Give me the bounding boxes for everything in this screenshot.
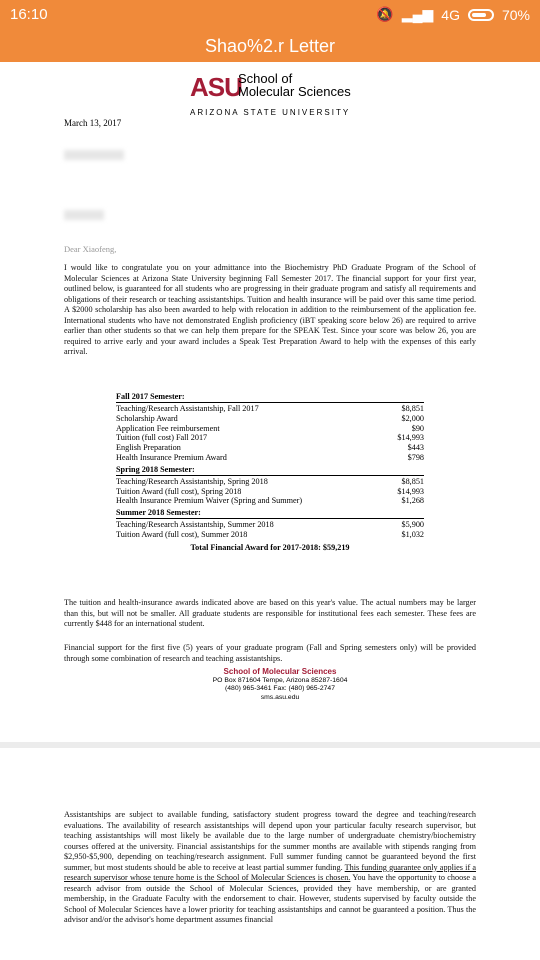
row-amount: $8,851 <box>401 476 424 486</box>
row-amount: $5,900 <box>401 520 424 530</box>
network-type: 4G <box>441 6 460 23</box>
assistantship-paragraph <box>64 810 476 926</box>
row-label: Tuition Award (full cost), Spring 2018 <box>116 486 242 496</box>
letter-page-2[interactable] <box>0 748 540 960</box>
row-label: Teaching/Research Assistantship, Fall 2017 <box>116 404 259 413</box>
section-title: Summer 2018 Semester: <box>116 508 424 519</box>
battery-icon <box>468 9 494 21</box>
row-amount: $14,993 <box>397 486 424 496</box>
table-row <box>116 424 424 434</box>
footer-address: PO Box 871604 Tempe, Arizona 85287-1604 <box>212 676 348 684</box>
section-title: Fall 2017 Semester: <box>116 392 424 403</box>
row-amount: $14,993 <box>397 433 424 443</box>
row-amount: $2,000 <box>401 413 424 423</box>
battery-level: 70% <box>501 6 530 23</box>
redacted-address <box>64 150 124 160</box>
table-row <box>116 477 424 487</box>
table-row <box>116 443 424 453</box>
status-time: 16:10 <box>10 6 48 23</box>
logo-line-1: School of <box>238 71 293 86</box>
university-name: ARIZONA STATE UNIVERSITY <box>190 108 351 117</box>
paragraph-text: Assistantships are subject to available funding, satisfactory student progress toward the degree and teaching/research evaluations. The availability of research assistantships will depend upon your particular faculty research supervisor, but teaching assistantships will most likely be available due to the large number of undergraduate chemistry/biochemistry courses offered at the university. Financial assistantships for the summer months are available with stipends ranging from $2,950-$5,900, depending on teaching/research assignment. Full summer funding cannot be guaranteed beyond the first summer, but most students should be able to receive at least partial summer funding. <box>64 810 476 872</box>
paragraph-text: You have the opportunity to choose a research advisor from outside the School of Molecular Sciences, provided they have membership, or are granted membership, in the Graduate Faculty with the endorsement to chair. However, students supervised by faculty outside the School of Molecular Sciences have a lower priority for teaching assistantships and cannot be guaranteed a position. Thus the advisor and/or the advisor's home department assumes financial <box>64 873 476 924</box>
tuition-paragraph: The tuition and health-insurance awards indicated above are based on this year's value. The actual numbers may be larger than this, but will not be smaller. All graduate students are responsible for institutional fees each semester. These fees are currently $448 for an international student. <box>64 598 476 628</box>
row-amount: $798 <box>407 452 424 462</box>
asu-logo-mark: ASU <box>190 72 242 102</box>
redacted-reference <box>64 210 104 220</box>
row-label: English Preparation <box>116 443 181 453</box>
intro-paragraph: I would like to congratulate you on your admittance into the Biochemistry PhD Graduate Program of the School of Molecular Sciences at Arizona State University beginning Fall Semester 2017. The financial support for your first year, outlined below, is guaranteed for all students who are progressing in their graduate program and satisfy all requirements and obligations of their research or teaching assistantships. Tuition and health insurance will be paid over this same time period. A $2000 scholarship has also been awarded to help with relocation in addition to the reimbursement of the application fee. International students who have not demonstrated English proficiency (iBT speaking score below 26) are required to arrive earlier than other students so that we can help them prepare for the SPEAK Test. Since your score was below 26, you are required to arrive early and your award includes a Speak Test Preparation Award to help with the expenses of this early arrival. <box>64 263 476 356</box>
table-row <box>116 487 424 497</box>
mute-icon: 🔕 <box>376 6 394 22</box>
row-amount: $443 <box>407 443 424 453</box>
footer-school-name: School of Molecular Sciences <box>223 667 337 676</box>
document-title: Shao%2.r Letter <box>204 36 336 56</box>
row-amount: $8,851 <box>401 404 424 413</box>
row-label: Scholarship Award <box>116 413 178 423</box>
underlined-text: This funding guarantee only applies if a research supervisor whose tenure home is the School of Molecular Sciences is chosen. <box>64 862 477 882</box>
total-award: Total Financial Award for 2017-2018: $59,219 <box>190 542 350 552</box>
section-fall <box>116 392 424 463</box>
row-label: Health Insurance Premium Award <box>116 452 227 462</box>
table-row <box>116 453 424 463</box>
status-bar <box>0 0 540 32</box>
logo-school-name <box>238 72 351 98</box>
salutation: Dear Xiaofeng, <box>64 244 117 254</box>
row-amount: $90 <box>411 423 424 433</box>
app-title-bar <box>0 32 540 62</box>
row-amount: $1,032 <box>401 529 424 539</box>
section-title: Spring 2018 Semester: <box>116 465 424 476</box>
footer-website: sms.asu.edu <box>260 693 300 701</box>
row-label: Tuition Award (full cost), Summer 2018 <box>116 529 248 539</box>
support-paragraph: Financial support for the first five (5) years of your graduate program (Fall and Spring semesters only) will be provided through some combination of research and teaching assistantships. <box>64 643 476 663</box>
section-spring <box>116 465 424 506</box>
letter-footer <box>140 668 420 702</box>
asu-logo <box>190 72 370 120</box>
row-label: Health Insurance Premium Waiver (Spring and Summer) <box>116 496 303 506</box>
table-row <box>116 414 424 424</box>
table-row <box>116 404 424 414</box>
table-row <box>116 530 424 540</box>
table-row <box>116 433 424 443</box>
letter-date: March 13, 2017 <box>64 118 122 128</box>
row-label: Application Fee reimbursement <box>116 423 220 433</box>
logo-line-2: Molecular Sciences <box>238 84 351 99</box>
award-table <box>116 390 424 552</box>
row-label: Teaching/Research Assistantship, Spring 2018 <box>116 476 268 486</box>
table-row <box>116 496 424 506</box>
signal-icon: ▂▄▆ <box>401 6 434 22</box>
row-amount: $1,268 <box>401 496 424 506</box>
row-label: Tuition (full cost) Fall 2017 <box>116 433 208 443</box>
letter-page-1[interactable] <box>0 62 540 742</box>
section-summer <box>116 508 424 540</box>
table-row <box>116 520 424 530</box>
footer-phone: (480) 965-3461 Fax: (480) 965-2747 <box>225 685 335 692</box>
status-icons <box>376 6 530 23</box>
row-label: Teaching/Research Assistantship, Summer 2018 <box>116 520 274 530</box>
